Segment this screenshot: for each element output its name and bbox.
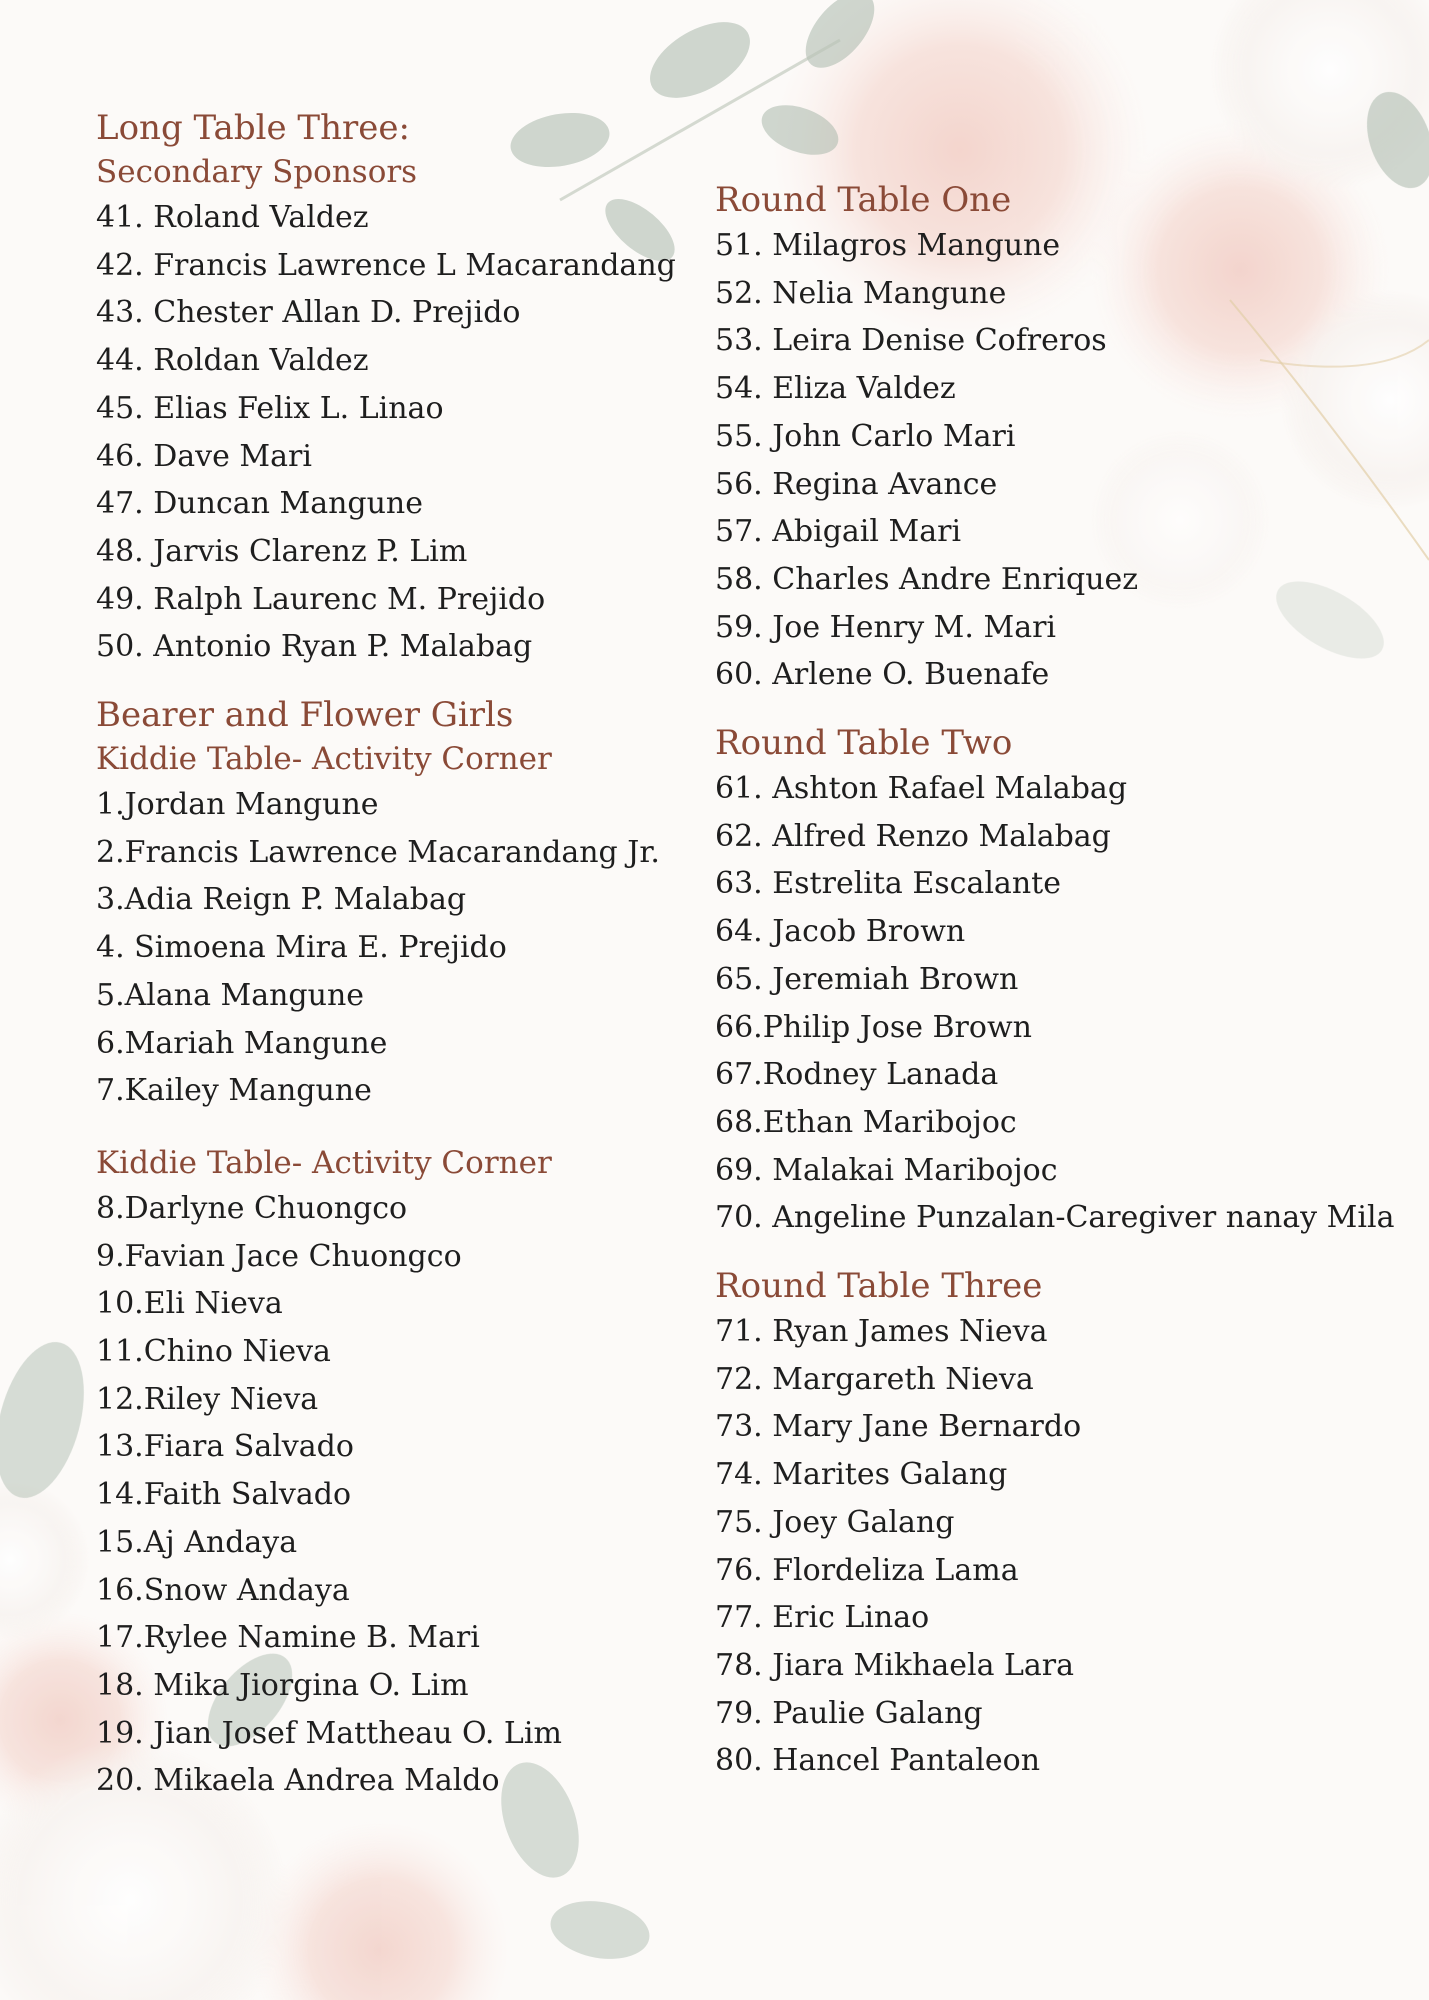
list-item: 20. Mikaela Andrea Maldo bbox=[96, 1763, 500, 1799]
section-heading: Long Table Three: bbox=[96, 108, 410, 148]
section-subheading: Secondary Sponsors bbox=[96, 154, 418, 190]
list-item: 15.Aj Andaya bbox=[96, 1524, 298, 1560]
list-item: 68.Ethan Maribojoc bbox=[715, 1104, 1017, 1140]
section-subheading: Kiddie Table- Activity Corner bbox=[96, 741, 552, 778]
list-item: 72. Margareth Nieva bbox=[715, 1361, 1034, 1397]
list-item: 43. Chester Allan D. Prejido bbox=[96, 295, 521, 331]
list-item: 6.Mariah Mangune bbox=[96, 1025, 388, 1061]
list-item: 41. Roland Valdez bbox=[96, 200, 369, 235]
list-item: 13.Fiara Salvado bbox=[96, 1429, 354, 1465]
list-item: 19. Jian Josef Mattheau O. Lim bbox=[96, 1715, 562, 1751]
list-item: 65. Jeremiah Brown bbox=[715, 961, 1019, 997]
list-item: 8.Darlyne Chuongco bbox=[96, 1190, 408, 1226]
list-item: 76. Flordeliza Lama bbox=[715, 1552, 1019, 1588]
list-item: 4. Simoena Mira E. Prejido bbox=[96, 930, 507, 966]
list-item: 47. Duncan Mangune bbox=[96, 486, 424, 522]
list-item: 63. Estrelita Escalante bbox=[715, 866, 1061, 902]
list-item: 67.Rodney Lanada bbox=[715, 1057, 999, 1093]
list-item: 9.Favian Jace Chuongco bbox=[96, 1238, 462, 1274]
list-item: 49. Ralph Laurenc M. Prejido bbox=[96, 581, 546, 617]
list-item: 61. Ashton Rafael Malabag bbox=[715, 771, 1128, 807]
list-item: 77. Eric Linao bbox=[715, 1600, 930, 1636]
list-item: 46. Dave Mari bbox=[96, 438, 312, 474]
list-item: 1.Jordan Mangune bbox=[96, 787, 379, 823]
list-item: 51. Milagros Mangune bbox=[715, 228, 1061, 263]
guest-list bbox=[715, 222, 1429, 699]
list-item: 74. Marites Galang bbox=[715, 1457, 1008, 1493]
list-item: 5.Alana Mangune bbox=[96, 977, 365, 1013]
round-table-one-section bbox=[715, 178, 1429, 699]
left-column bbox=[96, 106, 716, 1805]
guest-list bbox=[96, 194, 716, 671]
list-item: 12.Riley Nieva bbox=[96, 1381, 319, 1417]
round-table-two-section bbox=[715, 721, 1429, 1242]
list-item: 58. Charles Andre Enriquez bbox=[715, 561, 1139, 597]
guest-list bbox=[96, 1185, 716, 1805]
list-item: 59. Joe Henry M. Mari bbox=[715, 609, 1057, 645]
list-item: 57. Abigail Mari bbox=[715, 514, 962, 550]
list-item: 16.Snow Andaya bbox=[96, 1572, 350, 1608]
list-item: 70. Angeline Punzalan-Caregiver nanay Mila bbox=[715, 1200, 1395, 1236]
list-item: 42. Francis Lawrence L Macarandang bbox=[96, 247, 676, 283]
list-item: 66.Philip Jose Brown bbox=[715, 1009, 1032, 1045]
list-item: 10.Eli Nieva bbox=[96, 1286, 283, 1322]
list-item: 17.Rylee Namine B. Mari bbox=[96, 1620, 480, 1656]
list-item: 80. Hancel Pantaleon bbox=[715, 1743, 1041, 1779]
bearer-flower-girls-section bbox=[96, 693, 716, 1115]
long-table-three-section bbox=[96, 106, 716, 671]
list-item: 73. Mary Jane Bernardo bbox=[715, 1409, 1082, 1445]
list-item: 64. Jacob Brown bbox=[715, 914, 966, 950]
section-heading: Round Table One bbox=[715, 180, 1012, 220]
round-table-three-section bbox=[715, 1264, 1429, 1785]
list-item: 62. Alfred Renzo Malabag bbox=[715, 818, 1111, 854]
right-column bbox=[715, 178, 1429, 1785]
list-item: 71. Ryan James Nieva bbox=[715, 1314, 1048, 1350]
guest-list bbox=[715, 1308, 1429, 1785]
guest-list bbox=[96, 781, 716, 1115]
list-item: 53. Leira Denise Cofreros bbox=[715, 323, 1107, 359]
list-item: 45. Elias Felix L. Linao bbox=[96, 390, 444, 426]
list-item: 48. Jarvis Clarenz P. Lim bbox=[96, 533, 468, 569]
list-item: 11.Chino Nieva bbox=[96, 1334, 331, 1370]
list-item: 18. Mika Jiorgina O. Lim bbox=[96, 1667, 469, 1703]
list-item: 79. Paulie Galang bbox=[715, 1695, 983, 1731]
list-item: 78. Jiara Mikhaela Lara bbox=[715, 1647, 1075, 1683]
list-item: 52. Nelia Mangune bbox=[715, 275, 1007, 311]
list-item: 3.Adia Reign P. Malabag bbox=[96, 882, 467, 918]
list-item: 2.Francis Lawrence Macarandang Jr. bbox=[96, 834, 660, 870]
section-heading: Bearer and Flower Girls bbox=[96, 695, 514, 736]
section-subheading: Kiddie Table- Activity Corner bbox=[96, 1144, 552, 1181]
list-item: 75. Joey Galang bbox=[715, 1504, 955, 1540]
list-item: 44. Roldan Valdez bbox=[96, 343, 369, 379]
list-item: 7.Kailey Mangune bbox=[96, 1073, 372, 1109]
section-heading: Round Table Two bbox=[715, 723, 1013, 764]
list-item: 14.Faith Salvado bbox=[96, 1477, 352, 1513]
kiddie-table-section bbox=[96, 1141, 716, 1805]
list-item: 54. Eliza Valdez bbox=[715, 371, 956, 407]
list-item: 55. John Carlo Mari bbox=[715, 418, 1016, 454]
list-item: 60. Arlene O. Buenafe bbox=[715, 657, 1050, 693]
list-item: 50. Antonio Ryan P. Malabag bbox=[96, 629, 533, 665]
list-item: 56. Regina Avance bbox=[715, 466, 998, 502]
section-heading: Round Table Three bbox=[715, 1266, 1043, 1307]
list-item: 69. Malakai Maribojoc bbox=[715, 1152, 1058, 1188]
guest-list bbox=[715, 765, 1429, 1242]
